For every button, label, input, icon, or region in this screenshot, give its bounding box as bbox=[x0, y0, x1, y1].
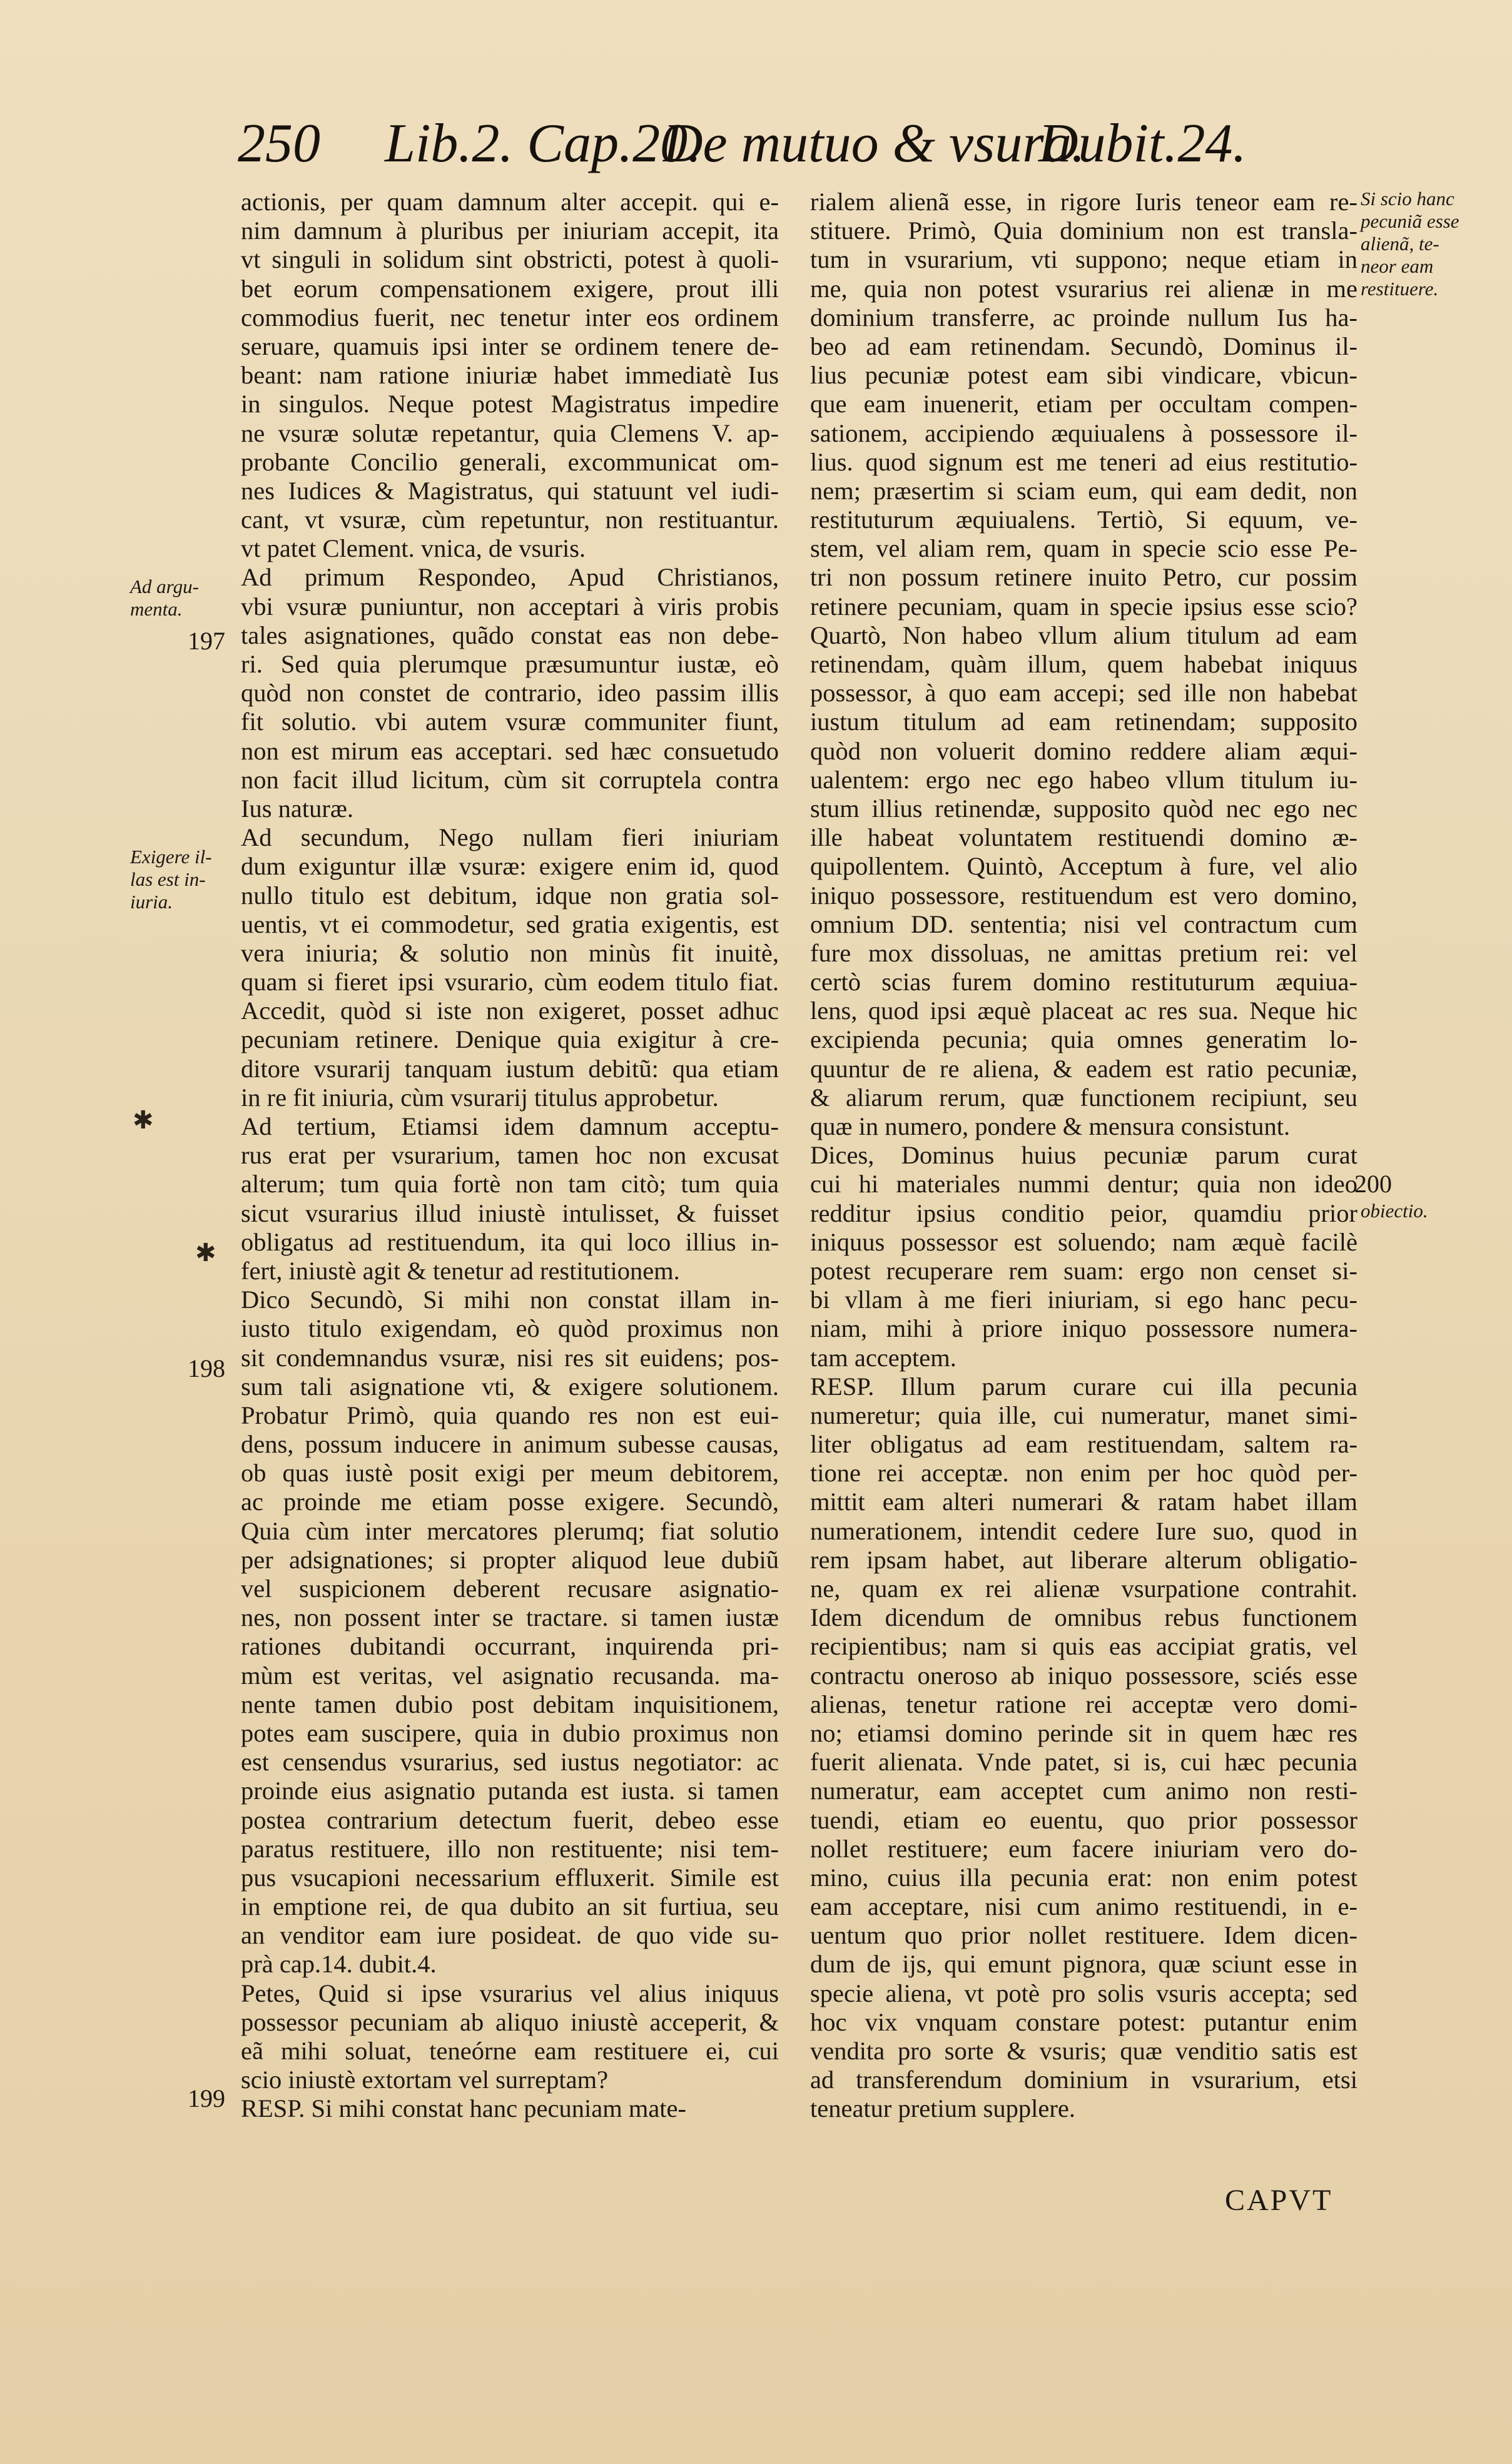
text-line: tione rei acceptæ. non enim per hoc quòd per- bbox=[810, 1459, 1357, 1488]
text-line: omnium DD. sententia; nisi vel contractum cum bbox=[810, 910, 1357, 938]
text-line: bet eorum compensationem exigere, prout illi bbox=[241, 274, 779, 303]
text-line: nim damnum à pluribus per iniuriam accepit, ita bbox=[241, 216, 779, 245]
text-line: fure mox dissoluas, ne amittas pretium rei: vel bbox=[810, 938, 1357, 967]
margin-note-si-scio bbox=[1361, 188, 1459, 300]
asterisk-mark: ✱ bbox=[133, 1106, 154, 1135]
text-line: actionis, per quam damnum alter accepit. qui e- bbox=[241, 188, 779, 216]
text-line: non facit illud licitum, cùm sit corruptela contra bbox=[241, 765, 779, 794]
text-line: me, quia non potest vsurarius rei alienæ in me bbox=[810, 274, 1357, 303]
text-line: eã mihi soluat, teneórne eam restituere ei, cui bbox=[241, 2037, 779, 2065]
text-line: beo ad eam retinendam. Secundò, Dominus il- bbox=[810, 332, 1357, 360]
text-line: ri. Sed quia plerumque præsumuntur iustæ, eò bbox=[241, 650, 779, 678]
text-line: postea contrarium detectum fuerit, debeo esse bbox=[241, 1805, 779, 1834]
text-line: RESP. Si mihi constat hanc pecuniam mate- bbox=[241, 2094, 687, 2123]
text-line: teneatur pretium supplere. bbox=[810, 2094, 1075, 2123]
margin-note-line: Si scio hanc bbox=[1361, 188, 1454, 210]
text-line: vbi vsuræ puniuntur, non acceptari à viris probis bbox=[241, 592, 779, 621]
text-line: dens, possum inducere in animum subesse causas, bbox=[241, 1430, 779, 1459]
text-line: nullo titulo est debitum, idque non gratia sol- bbox=[241, 881, 779, 910]
text-line: excipienda pecunia; quia omnes generatim lo- bbox=[810, 1025, 1357, 1054]
margin-number-200: 200 bbox=[1354, 1170, 1392, 1198]
text-line: quòd non constet de contrario, ideo passim illis bbox=[241, 679, 779, 707]
text-line: in re fit iniuria, cùm vsurarij titulus approbetur. bbox=[241, 1083, 719, 1112]
right-text-column bbox=[810, 188, 1357, 2124]
text-line: specie aliena, vt potè pro solis vsuris accepta; sed bbox=[810, 1979, 1357, 2007]
text-line: scio iniustè extortam vel surreptam? bbox=[241, 2066, 609, 2094]
text-line: pus vsucapioni necessarium effluxerit. Simile est bbox=[241, 1863, 779, 1892]
text-line: obligatus ad restituendum, ita qui loco illius in- bbox=[241, 1227, 779, 1256]
margin-number-199: 199 bbox=[188, 2084, 225, 2112]
left-text-column bbox=[241, 188, 779, 2124]
text-line: tum in vsurarium, vti suppono; neque etiam in bbox=[810, 245, 1357, 274]
text-line: est censendus vsurarius, sed iustus negotiator: ac bbox=[241, 1748, 779, 1777]
text-line: numeretur; quia ille, cui numeratur, manet simi- bbox=[810, 1401, 1357, 1429]
text-line: dum exiguntur illæ vsuræ: exigere enim id, quod bbox=[241, 852, 779, 881]
text-line: tuendi, etiam eo euentu, quo prior possessor bbox=[810, 1805, 1357, 1834]
text-line: possessor, à quo eam accepi; sed ille non habebat bbox=[810, 679, 1357, 707]
text-line: potest recuperare rem suam: ergo non censet si- bbox=[810, 1256, 1357, 1285]
text-line: eam acceptare, nisi cum animo restituendi, in e- bbox=[810, 1892, 1357, 1921]
text-line: numerationem, intendit cedere Iure suo, quod in bbox=[810, 1516, 1357, 1545]
text-line: Idem dicendum de omnibus rebus functionem bbox=[810, 1603, 1357, 1632]
text-line: nollet restituere; eum facere iniuriam vero do- bbox=[810, 1834, 1357, 1863]
text-line: Ius naturæ. bbox=[241, 794, 353, 823]
text-line: fert, iniustè agit & tenetur ad restitutionem. bbox=[241, 1256, 680, 1285]
text-line: quæ in numero, pondere & mensura consistunt. bbox=[810, 1112, 1291, 1140]
text-line: lius. quod signum est me teneri ad eius restitutio- bbox=[810, 447, 1357, 476]
text-line: beant: nam ratione iniuriæ habet immediatè Ius bbox=[241, 361, 779, 390]
text-line: dominium transferre, ac proinde nullum Ius ha- bbox=[810, 303, 1357, 332]
text-line: Quia cùm inter mercatores plerumq; fiat solutio bbox=[241, 1516, 779, 1545]
text-line: ad transferendum dominium in vsurarium, etsi bbox=[810, 2066, 1357, 2094]
text-line: nes, non possent inter se tractare. si tamen iustæ bbox=[241, 1603, 779, 1632]
text-line: redditur ipsius conditio peior, quamdiu prior bbox=[810, 1199, 1357, 1227]
text-line: & aliarum rerum, quæ functionem recipiunt, seu bbox=[810, 1083, 1357, 1112]
text-line: stem, vel aliam rem, quam in specie scio esse Pe- bbox=[810, 534, 1357, 563]
text-line: restituturum æquiualens. Tertiò, Si equum, ve- bbox=[810, 505, 1357, 534]
text-line: uentis, vt ei commodetur, sed gratia exigentis, est bbox=[241, 910, 779, 938]
text-line: tam acceptem. bbox=[810, 1343, 956, 1372]
text-line: quipollentem. Quintò, Acceptum à fure, vel alio bbox=[810, 852, 1357, 881]
margin-note-line: neor eam bbox=[1361, 255, 1434, 277]
margin-note-line: Exigere il- bbox=[130, 846, 212, 868]
text-line: rialem alienã esse, in rigore Iuris teneor eam re- bbox=[810, 188, 1357, 216]
margin-note-line: alienã, te- bbox=[1361, 233, 1439, 255]
asterisk-mark: ✱ bbox=[195, 1239, 216, 1267]
margin-note-exigere bbox=[130, 846, 212, 913]
text-line: vt singuli in solidum sint obstricti, potest à quoli- bbox=[241, 245, 779, 274]
text-line: vera iniuria; & solutio non minùs fit inuitè, bbox=[241, 938, 779, 967]
text-line: hoc vix vnquam constare potest: putantur enim bbox=[810, 2007, 1357, 2036]
margin-note-line: menta. bbox=[130, 598, 183, 620]
text-line: sationem, accipiendo æquiualens à possessore il- bbox=[810, 418, 1357, 447]
margin-number-197: 197 bbox=[188, 627, 225, 655]
text-line: ille habeat voluntatem restituendi domino æ- bbox=[810, 823, 1357, 852]
text-line: lius pecuniæ potest eam sibi vindicare, vbicun- bbox=[810, 361, 1357, 390]
text-line: alterum; tum quia fortè non tam citò; tum quia bbox=[241, 1170, 779, 1199]
text-line: iniquo possessore, restituendum est vero domino, bbox=[810, 881, 1357, 910]
margin-number-198: 198 bbox=[188, 1354, 225, 1382]
text-line: commodius fuerit, nec tenetur inter eos ordinem bbox=[241, 303, 779, 332]
text-line: uentum quo prior nollet restituere. Idem dicen- bbox=[810, 1921, 1357, 1950]
text-line: numeratur, eam acceptet cum animo non resti- bbox=[810, 1777, 1357, 1805]
text-line: prà cap.14. dubit.4. bbox=[241, 1950, 437, 1979]
text-line: Quartò, Non habeo vllum alium titulum ad eam bbox=[810, 621, 1357, 649]
margin-note-obiectio: obiectio. bbox=[1361, 1200, 1428, 1222]
text-line: in emptione rei, de qua dubito an sit furtiua, seu bbox=[241, 1892, 779, 1921]
text-line: retinere pecuniam, quam in specie ipsius esse scio? bbox=[810, 592, 1357, 621]
text-line: cui hi materiales nummi dentur; quia non ideo bbox=[810, 1170, 1357, 1199]
text-line: stituere. Primò, Quia dominium non est transla- bbox=[810, 216, 1357, 245]
running-header bbox=[238, 109, 1364, 178]
text-line: rationes dubitandi occurrant, inquirenda pri- bbox=[241, 1632, 779, 1661]
margin-note-line: iuria. bbox=[130, 891, 173, 913]
margin-note-line: pecuniã esse bbox=[1361, 210, 1459, 232]
text-line: mittit eam alteri numerari & ratam habet illam bbox=[810, 1488, 1357, 1516]
text-line: sicut vsurarius illud iniustè intulisset, & fuisset bbox=[241, 1199, 779, 1227]
text-line: possessor pecuniam ab aliquo iniustè acceperit, & bbox=[241, 2007, 779, 2036]
text-line: fit solutio. vbi autem vsuræ communiter fiunt, bbox=[241, 707, 779, 736]
text-line: nem; præsertim si sciam eum, qui eam dedit, non bbox=[810, 476, 1357, 505]
text-line: Ad tertium, Etiamsi idem damnum acceptu- bbox=[241, 1112, 779, 1140]
text-line: rem ipsam habet, aut liberare alterum obligatio- bbox=[810, 1545, 1357, 1574]
text-line: tri non possum retinere inuito Petro, cur possim bbox=[810, 563, 1357, 592]
text-line: sit condemnandus vsuræ, nisi res sit euidens; pos- bbox=[241, 1343, 779, 1372]
text-line: proinde eius asignatio putanda est iusta. si tamen bbox=[241, 1777, 779, 1805]
text-line: lens, quod ipsi æquè placeat ac res sua. Neque hic bbox=[810, 996, 1357, 1025]
page-number: 250 bbox=[238, 113, 320, 174]
text-line: bi vllam à me fieri iniuriam, si ego hanc pecu- bbox=[810, 1285, 1357, 1314]
text-line: no; etiamsi domino perinde sit in quem hæc res bbox=[810, 1718, 1357, 1747]
text-line: ne, quam ex rei alienæ vsurpatione contrahit. bbox=[810, 1574, 1357, 1603]
text-line: retinendam, quàm illum, quem habebat iniquus bbox=[810, 650, 1357, 678]
text-line: vel suspicionem deberent recusare asignatio- bbox=[241, 1574, 779, 1603]
text-line: cant, vt vsuræ, cùm repetuntur, non restituantur. bbox=[241, 505, 779, 534]
text-line: Accedit, quòd si iste non exigeret, posset adhuc bbox=[241, 996, 779, 1025]
text-line: certò scias furem domino restituturum æquiua- bbox=[810, 968, 1357, 996]
text-line: quam si fieret ipsi vsurario, cùm eodem titulo fiat. bbox=[241, 968, 779, 996]
text-line: quòd non voluerit domino reddere aliam æqui- bbox=[810, 736, 1357, 765]
catchword: CAPVT bbox=[1225, 2184, 1333, 2217]
text-line: RESP. Illum parum curare cui illa pecunia bbox=[810, 1372, 1357, 1401]
book-chapter: Lib.2. Cap.20. bbox=[385, 113, 702, 174]
text-line: Dices, Dominus huius pecuniæ parum curat bbox=[810, 1141, 1357, 1170]
text-line: que eam inuenerit, etiam per occultam compen- bbox=[810, 390, 1357, 418]
text-line: recipientibus; nam si quis eas accipiat gratis, vel bbox=[810, 1632, 1357, 1661]
text-line: non est mirum eas acceptari. sed hæc consuetudo bbox=[241, 736, 779, 765]
text-line: iniquus possessor est soluendo; nam æquè facilè bbox=[810, 1227, 1357, 1256]
text-line: tales asignationes, quãdo constat eas non debe- bbox=[241, 621, 779, 649]
text-line: paratus restituere, illo non restituente; nisi tem- bbox=[241, 1834, 779, 1863]
margin-note-line: las est in- bbox=[130, 868, 206, 890]
text-line: alienas, tenetur ratione rei acceptæ vero domi- bbox=[810, 1690, 1357, 1718]
text-line: ditore vsurarij tanquam iustum debitũ: qua etiam bbox=[241, 1054, 779, 1083]
text-line: quuntur de re aliena, & eadem est ratio pecuniæ, bbox=[810, 1054, 1357, 1083]
text-line: Petes, Quid si ipse vsurarius vel alius iniquus bbox=[241, 1979, 779, 2007]
margin-note-ad-argumenta bbox=[130, 575, 199, 621]
text-line: ac proinde me etiam posse exigere. Secundò, bbox=[241, 1488, 779, 1516]
text-line: nes Iudices & Magistratus, qui statuunt vel iudi- bbox=[241, 476, 779, 505]
text-line: iustum titulum ad eam retinendam; supposito bbox=[810, 707, 1357, 736]
text-line: ualentem: ergo nec ego habeo vllum titulum iu- bbox=[810, 765, 1357, 794]
header-title: De mutuo & vsura. bbox=[663, 113, 1085, 174]
margin-note-line: restituere. bbox=[1361, 278, 1439, 300]
text-line: rus erat per vsurarium, tamen hoc non excusat bbox=[241, 1141, 779, 1170]
text-line: vendita pro sorte & vsuris; quæ venditio satis est bbox=[810, 2037, 1357, 2065]
text-line: Ad primum Respondeo, Apud Christianos, bbox=[241, 563, 779, 592]
text-line: Ad secundum, Nego nullam fieri iniuriam bbox=[241, 823, 779, 852]
text-line: ne vsuræ solutæ repetantur, quia Clemens V. ap- bbox=[241, 418, 779, 447]
margin-note-line: Ad argu- bbox=[130, 575, 199, 597]
text-line: ob quas iustè posit exigi per meum debitorem, bbox=[241, 1459, 779, 1488]
text-line: sum tali asignatione vti, & exigere solutionem. bbox=[241, 1372, 779, 1401]
text-line: probante Concilio generali, excommunicat om- bbox=[241, 447, 779, 476]
text-line: niam, mihi à priore iniquo possessore numera- bbox=[810, 1314, 1357, 1343]
dubitatio-number: Dubit.24. bbox=[1038, 113, 1247, 174]
text-line: mùm est veritas, vel asignatio recusanda. ma- bbox=[241, 1661, 779, 1690]
text-line: in singulos. Neque potest Magistratus impedire bbox=[241, 390, 779, 418]
text-line: stum illius retinendæ, supposito quòd nec ego nec bbox=[810, 794, 1357, 823]
text-line: iusto titulo exigendam, eò quòd proximus non bbox=[241, 1314, 779, 1343]
text-line: seruare, quamuis ipsi inter se ordinem tenere de- bbox=[241, 332, 779, 360]
text-line: liter obligatus ad eam restituendam, saltem ra- bbox=[810, 1430, 1357, 1459]
text-line: an venditor eam iure posideat. de quo vide su- bbox=[241, 1921, 779, 1950]
text-line: potes eam suscipere, quia in dubio proximus non bbox=[241, 1718, 779, 1747]
text-line: nente tamen dubio post debitam inquisitionem, bbox=[241, 1690, 779, 1718]
text-line: Probatur Primò, quia quando res non est eui- bbox=[241, 1401, 779, 1429]
text-line: vt patet Clement. vnica, de vsuris. bbox=[241, 534, 586, 563]
text-line: contractu oneroso ab iniquo possessore, sciés esse bbox=[810, 1661, 1357, 1690]
text-line: per adsignationes; si propter aliquod leue dubiũ bbox=[241, 1545, 779, 1574]
text-line: pecuniam retinere. Denique quia exigitur à cre- bbox=[241, 1025, 779, 1054]
text-line: dum de ijs, qui emunt pignora, quæ sciunt esse in bbox=[810, 1950, 1357, 1979]
text-line: mino, cuius illa pecunia erat: non enim potest bbox=[810, 1863, 1357, 1892]
text-line: Dico Secundò, Si mihi non constat illam in- bbox=[241, 1285, 779, 1314]
text-line: fuerit alienata. Vnde patet, si is, cui hæc pecunia bbox=[810, 1748, 1357, 1777]
